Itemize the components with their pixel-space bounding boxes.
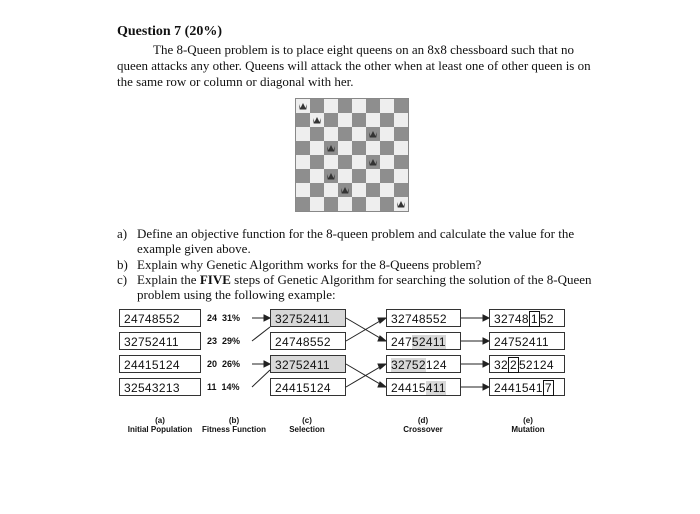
crossover-cell: 24752411 bbox=[386, 332, 461, 350]
crossover-cell: 32748552 bbox=[386, 309, 461, 327]
population-cell: 24748552 bbox=[119, 309, 201, 327]
fitness-value: 11 14% bbox=[207, 382, 240, 392]
mutation-cell: 2441541 7 bbox=[489, 378, 565, 396]
selection-cell: 32752411 bbox=[270, 355, 346, 373]
caption-a: (a) Initial Population bbox=[127, 416, 193, 434]
population-cell: 32543213 bbox=[119, 378, 201, 396]
fitness-value: 20 26% bbox=[207, 359, 241, 369]
mutation-cell: 32748 1 52 bbox=[489, 309, 565, 327]
population-cell: 32752411 bbox=[119, 332, 201, 350]
caption-b: (b) Fitness Function bbox=[202, 416, 266, 434]
question-title: Question 7 (20%) bbox=[117, 24, 222, 39]
population-cell: 24415124 bbox=[119, 355, 201, 373]
caption-e: (e) Mutation bbox=[511, 416, 545, 434]
mutation-cell: 32 2 52124 bbox=[489, 355, 565, 373]
selection-cell: 24415124 bbox=[270, 378, 346, 396]
selection-cell: 24748552 bbox=[270, 332, 346, 350]
fitness-value: 24 31% bbox=[207, 313, 241, 323]
mutation-cell: 24752411 bbox=[489, 332, 565, 350]
crossover-cell: 24415411 bbox=[386, 378, 461, 396]
question-paragraph: The 8-Queen problem is to place eight queens on an 8x8 chessboard such that no queen attacks any other. Queens will attack the other when at least one of other queen is on the same row or column or diagonal with her. bbox=[117, 42, 591, 89]
selection-cell: 32752411 bbox=[270, 309, 346, 327]
caption-c: (c) Selection bbox=[289, 416, 325, 434]
crossover-cell: 32752124 bbox=[386, 355, 461, 373]
caption-d: (d) Crossover bbox=[403, 416, 443, 434]
fitness-value: 23 29% bbox=[207, 336, 241, 346]
